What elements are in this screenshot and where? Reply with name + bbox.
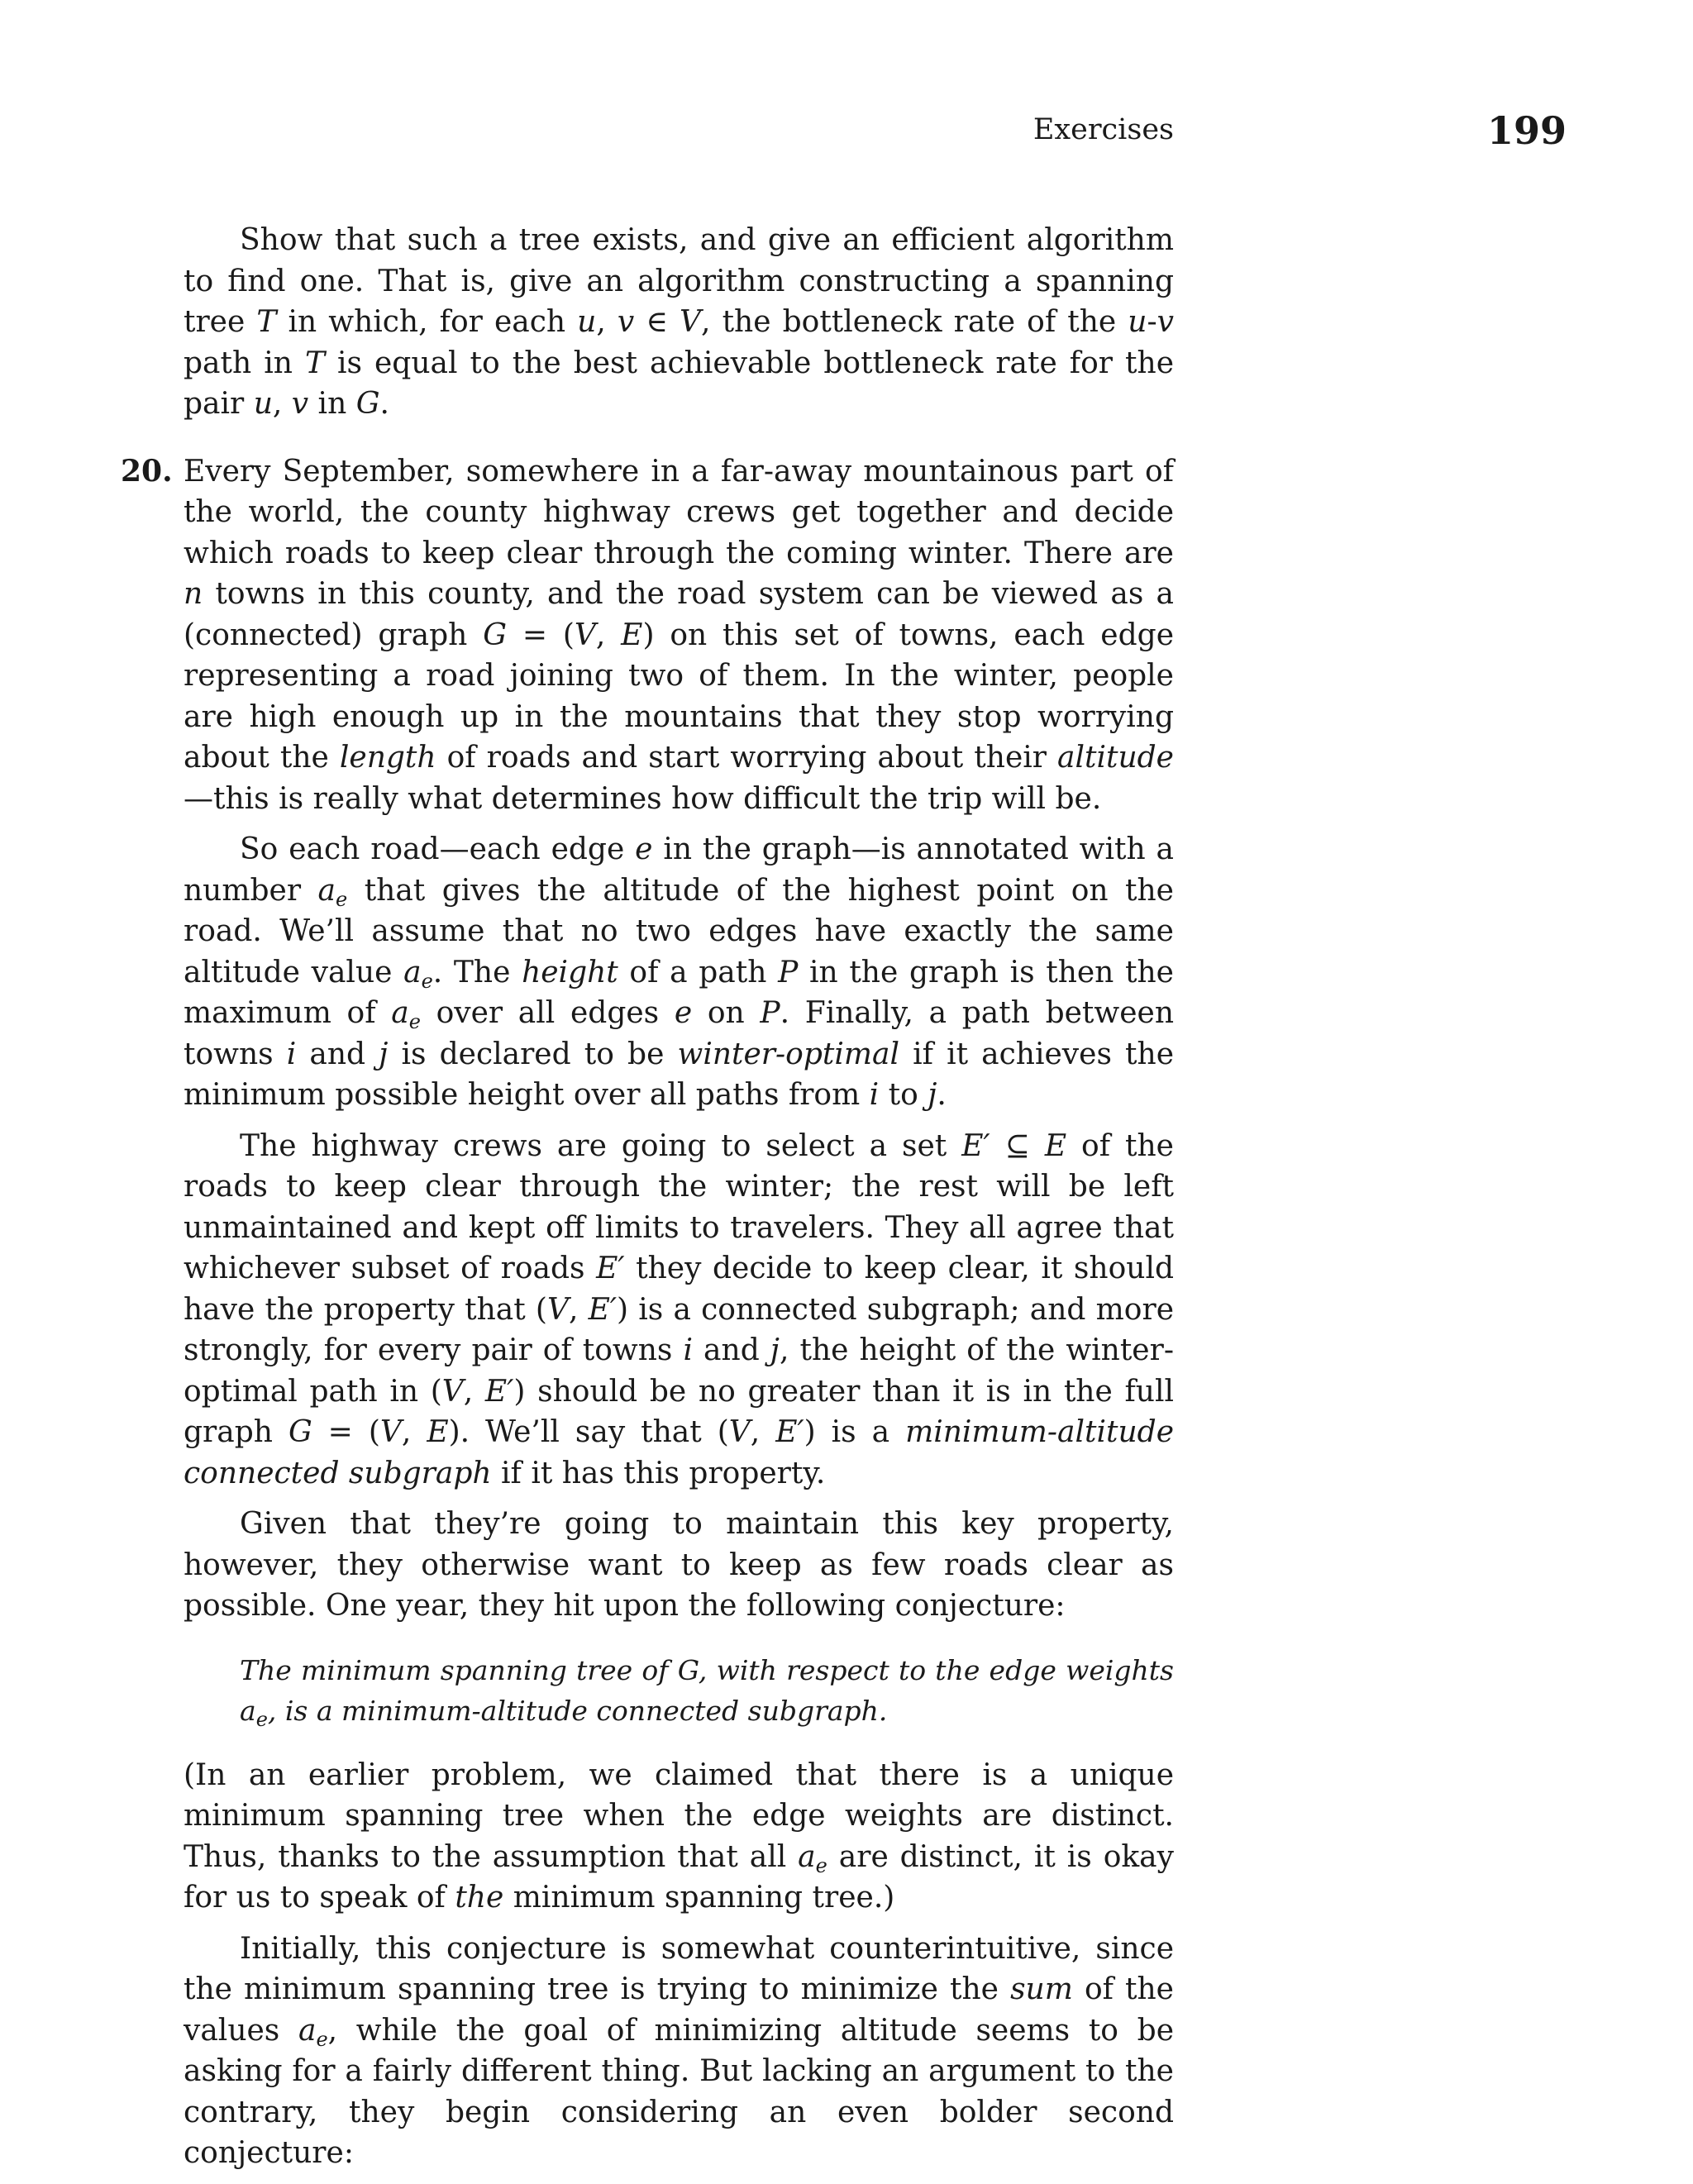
paragraph-tree-exists: Show that such a tree exists, and give an efficient algorithm to find one. That is, give an algorithm constructing a spanning tree T in which, for each u, v ∈ V, the bottleneck rate of the u-v path in T is equal to the best achievable bottleneck rate for the pair u, v in G. xyxy=(184,223,1174,421)
paragraph-unique-mst: (In an earlier problem, we claimed that there is a unique minimum spanning tree when the edge weights are distinct. Thus, thanks to the assumption that all $a_e$ are distinct, it is okay for us to speak of the minimum spanning tree.) xyxy=(184,1757,1174,1915)
conjecture-quote: The minimum spanning tree of G, with respect to the edge weights $a_e$, is a minimum-altitude connected subgraph. xyxy=(240,1653,1174,1731)
paragraph-highway-crews: The highway crews are going to select a set E′ ⊆ E of the roads to keep clear through the winter; the rest will be left unmaintained and kept off limits to travelers. They all agree that whichever subset of roads E′ they decide to keep clear, it should have the property that (V, E′) is a connected subgraph; and more strongly, for every pair of towns i and j, the height of the winter-optimal path in (V, E′) should be no greater than it is in the full graph G = (V, E). We’ll say that (V, E′) is a minimum-altitude connected subgraph if it has this property. xyxy=(184,1128,1175,1490)
page-body xyxy=(121,220,1175,2184)
exercise-number: 20. xyxy=(121,453,173,489)
running-header-title: Exercises xyxy=(1032,113,1174,146)
paragraph-conjecture-intro: Given that they’re going to maintain this key property, however, they otherwise want to keep as few roads clear as possible. One year, they hit upon the following conjecture: xyxy=(184,1507,1174,1623)
page-number: 199 xyxy=(1486,108,1567,153)
paragraph-second-conjecture: Initially, this conjecture is somewhat counterintuitive, since the minimum spanning tree is trying to minimize the sum of the values $a_e$, while the goal of minimizing altitude seems to be asking for a fairly different thing. But lacking an argument to the contrary, they begin considering an even bolder second conjecture: xyxy=(184,1931,1174,2170)
exercise-20-intro: 20. Every September, somewhere in a far-away mountainous part of the world, the county highway crews get together and decide which roads to keep clear through the coming winter. There are n towns in this county, and the road system can be viewed as a (connected) graph G = (V, E) on this set of towns, each edge representing a road joining two of them. In the winter, people are high enough up in the mountains that they stop worrying about the length of roads and start worrying about their altitude—this is really what determines how difficult the trip will be. xyxy=(184,451,1174,820)
paragraph-altitude: So each road—each edge e in the graph—is annotated with a number $a_e$ that gives the altitude of the highest point on the road. We’ll assume that no two edges have exactly the same altitude value $a_e$. The height of a path P in the graph is then the maximum of $a_e$ over all edges e on P. Finally, a path between towns i and j is declared to be winter-optimal if it achieves the minimum possible height over all paths from i to j. xyxy=(184,832,1175,1112)
